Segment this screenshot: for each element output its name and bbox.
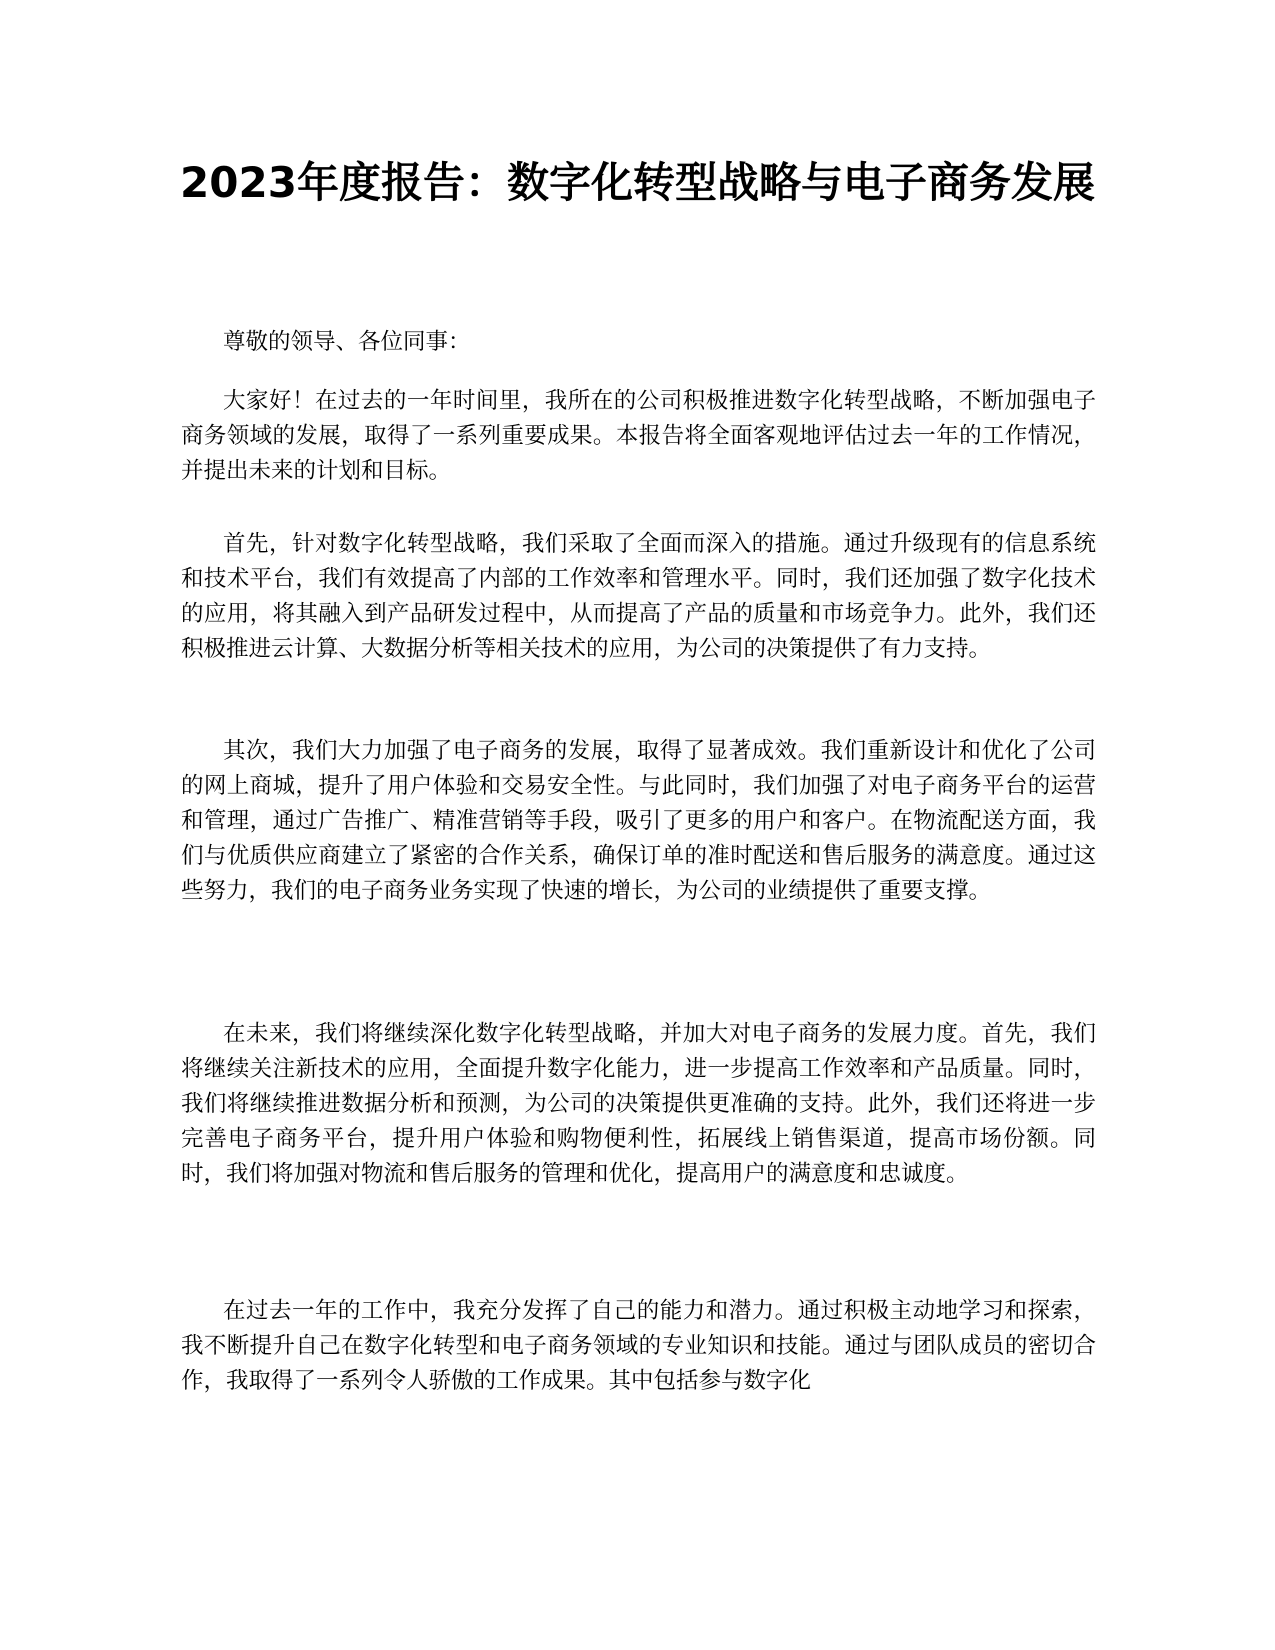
paragraph-personal-review: 在过去一年的工作中，我充分发挥了自己的能力和潜力。通过积极主动地学习和探索，我不断提升自己在数字化转型和电子商务领域的专业知识和技能。通过与团队成员的密切合作，我取得了一系列令人骄傲的工作成果。其中包括参与数字化 (181, 1298, 1096, 1394)
document-title: 2023年度报告：数字化转型战略与电子商务发展 (180, 158, 1095, 207)
paragraph-intro: 大家好！在过去的一年时间里，我所在的公司积极推进数字化转型战略，不断加强电子商务领域的发展，取得了一系列重要成果。本报告将全面客观地评估过去一年的工作情况，并提出未来的计划和目标。 (181, 388, 1096, 484)
paragraph-ecommerce: 其次，我们大力加强了电子商务的发展，取得了显著成效。我们重新设计和优化了公司的网上商城，提升了用户体验和交易安全性。与此同时，我们加强了对电子商务平台的运营和管理，通过广告推广、精准营销等手段，吸引了更多的用户和客户。在物流配送方面，我们与优质供应商建立了紧密的合作关系，确保订单的准时配送和售后服务的满意度。通过这些努力，我们的电子商务业务实现了快速的增长，为公司的业绩提供了重要支撑。 (181, 738, 1096, 904)
paragraph-future-plans: 在未来，我们将继续深化数字化转型战略，并加大对电子商务的发展力度。首先，我们将继续关注新技术的应用，全面提升数字化能力，进一步提高工作效率和产品质量。同时，我们将继续推进数据分析和预测，为公司的决策提供更准确的支持。此外，我们还将进一步完善电子商务平台，提升用户体验和购物便利性，拓展线上销售渠道，提高市场份额。同时，我们将加强对物流和售后服务的管理和优化，提高用户的满意度和忠诚度。 (181, 1021, 1096, 1187)
greeting-line: 尊敬的领导、各位同事： (223, 329, 471, 355)
paragraph-digital-transformation: 首先，针对数字化转型战略，我们采取了全面而深入的措施。通过升级现有的信息系统和技术平台，我们有效提高了内部的工作效率和管理水平。同时，我们还加强了数字化技术的应用，将其融入到产品研发过程中，从而提高了产品的质量和市场竞争力。此外，我们还积极推进云计算、大数据分析等相关技术的应用，为公司的决策提供了有力支持。 (181, 531, 1096, 662)
